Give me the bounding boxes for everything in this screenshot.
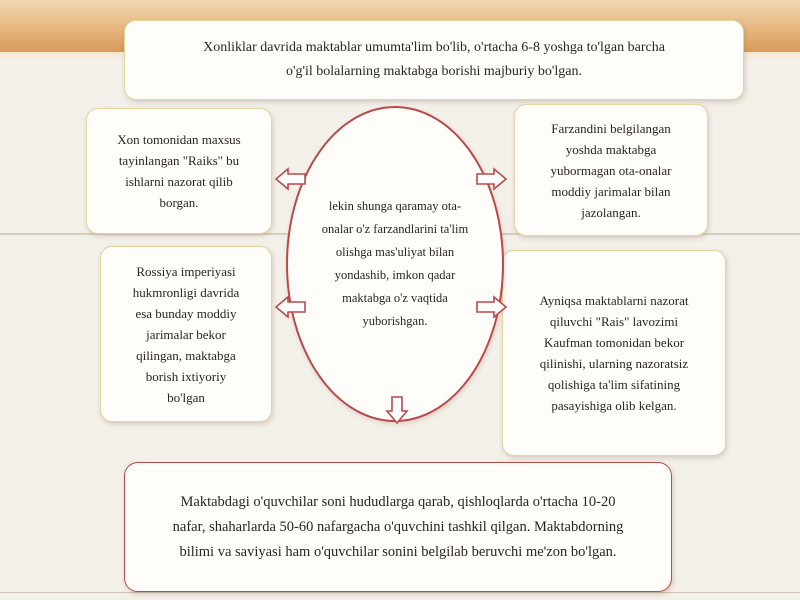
left-top-line: tayinlangan "Raiks" bu <box>118 153 240 168</box>
right-top-line: Farzandini belgilangan <box>551 120 671 136</box>
arrow-left-middle-icon <box>276 296 306 318</box>
right-top-line: jazolangan. <box>581 204 641 220</box>
right-top-line: yubormagan ota-onalar <box>550 162 672 178</box>
left-mid-line: hukmronligi davrida <box>132 284 240 300</box>
arrow-down-icon <box>386 396 408 424</box>
footer-line <box>0 592 800 593</box>
center-line: lekin shunga <box>328 199 393 213</box>
right-mid-line: qolishiga ta'lim sifatining <box>547 377 681 392</box>
left-mid-line: jarimalar bekor <box>146 326 226 342</box>
center-line: qadar maktabga o'z <box>342 268 456 305</box>
center-ellipse <box>286 106 504 422</box>
center-line: vaqtida yuborishgan. <box>362 291 448 328</box>
left-top-box <box>86 108 272 234</box>
right-top-line: moddiy jarimalar bilan <box>551 183 671 199</box>
bottom-box-line: nafar, shaharlarda 50-60 nafargacha o'quvchini tashkil qilgan. Maktabdorning <box>172 518 624 535</box>
bottom-box-line: bilimi va saviyasi ham o'quvchilar sonini belgilab beruvchi me'zon bo'lgan. <box>179 543 617 560</box>
right-mid-line: qilinishi, ularning nazoratsiz <box>539 356 689 371</box>
arrow-right-middle-icon <box>476 296 506 318</box>
top-box-line: Xonliklar davrida maktablar umumta'lim bo'lib, o'rtacha 6-8 yoshga to'lgan barcha <box>203 40 665 55</box>
arrow-right-top-icon <box>476 168 506 190</box>
left-middle-box <box>100 246 272 422</box>
left-mid-line: bo'lgan <box>167 389 205 405</box>
left-mid-line: Rossiya imperiyasi <box>136 263 236 279</box>
left-mid-line: borish ixtiyoriy <box>145 368 227 384</box>
right-middle-box <box>502 250 726 456</box>
right-mid-line: pasayishiga olib kelgan. <box>551 398 677 413</box>
right-mid-line: Kaufman tomonidan bekor <box>543 335 685 350</box>
left-top-line: ishlarni nazorat qilib <box>125 174 233 189</box>
bottom-box-line: Maktabdagi o'quvchilar soni hududlarga qarab, qishloqlarda o'rtacha 10-20 <box>180 493 616 510</box>
center-line: o'z farzandlarini <box>356 222 438 236</box>
left-top-line: Xon tomonidan maxsus <box>117 132 241 147</box>
left-mid-line: qilingan, maktabga <box>136 347 236 363</box>
center-line: yondashib, imkon <box>334 268 425 282</box>
top-box-line: o'g'il bolalarning maktabga borishi majburiy bo'lgan. <box>285 64 583 79</box>
right-mid-line: qiluvchi "Rais" lavozimi <box>549 314 679 329</box>
top-info-box <box>124 20 744 100</box>
right-mid-line: Ayniqsa maktablarni nazorat <box>539 293 689 308</box>
right-top-line: yoshda maktabga <box>565 141 657 157</box>
center-line: qaramay ota-onalar <box>321 199 462 236</box>
bottom-info-box <box>124 462 672 592</box>
right-top-box <box>514 104 708 236</box>
left-top-line: borgan. <box>159 195 199 210</box>
center-line: mas'uliyat bilan <box>375 245 455 259</box>
left-mid-line: esa bunday moddiy <box>135 305 237 321</box>
arrow-left-top-icon <box>276 168 306 190</box>
center-line: ta'lim olishga <box>335 222 469 259</box>
